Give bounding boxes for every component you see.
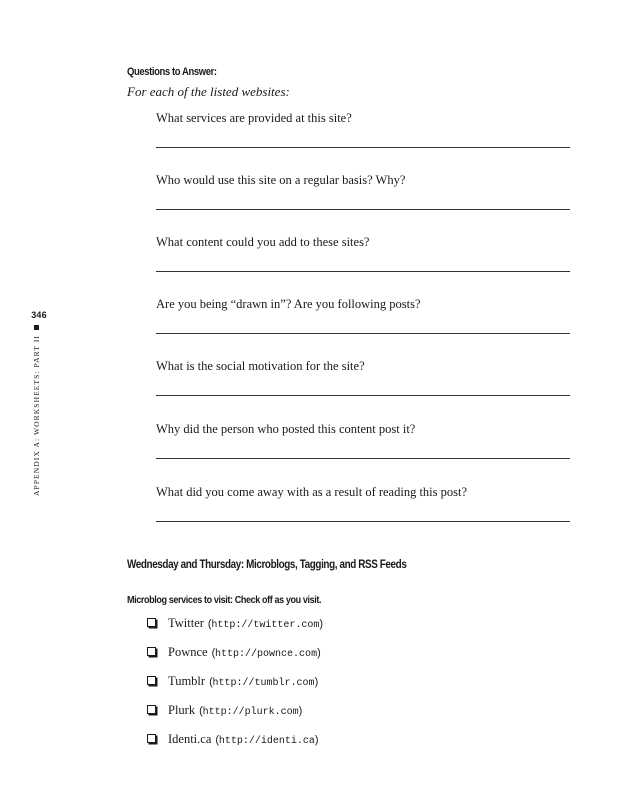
checklist-item-twitter[interactable] bbox=[147, 616, 323, 632]
question-text: What services are provided at this site? bbox=[156, 111, 352, 125]
answer-line[interactable] bbox=[156, 271, 570, 272]
site-name: Tumblr bbox=[168, 674, 206, 688]
checkbox[interactable] bbox=[147, 705, 156, 714]
site-url[interactable]: (http://tumblr.com) bbox=[209, 676, 319, 689]
checklist-item-tumblr[interactable] bbox=[147, 674, 318, 690]
checklist-item-pownce[interactable] bbox=[147, 645, 321, 661]
questions-subheading: For each of the listed websites: bbox=[127, 84, 290, 99]
site-url-text[interactable]: http://twitter.com bbox=[211, 620, 320, 631]
checklist-item-identica[interactable] bbox=[147, 732, 318, 748]
site-url-text[interactable]: http://pownce.com bbox=[215, 649, 318, 660]
checklist-item-plurk[interactable] bbox=[147, 703, 302, 719]
question-item bbox=[156, 297, 570, 312]
site-url[interactable]: (http://pownce.com) bbox=[211, 647, 321, 660]
site-name: Pownce bbox=[168, 645, 208, 659]
page-number: 346 bbox=[31, 310, 47, 320]
answer-line[interactable] bbox=[156, 458, 570, 459]
answer-line[interactable] bbox=[156, 147, 570, 148]
question-text: Why did the person who posted this content post it? bbox=[156, 422, 416, 436]
site-url-text[interactable]: http://plurk.com bbox=[202, 707, 299, 718]
question-item bbox=[156, 485, 570, 500]
running-head bbox=[32, 325, 41, 496]
site-name: Identi.ca bbox=[168, 732, 212, 746]
microblog-section-heading: Wednesday and Thursday: Microblogs, Tagging, and RSS Feeds bbox=[127, 559, 407, 571]
answer-line[interactable] bbox=[156, 209, 570, 210]
checkbox[interactable] bbox=[147, 676, 156, 685]
site-name: Plurk bbox=[168, 703, 196, 717]
question-item bbox=[156, 111, 570, 126]
answer-line[interactable] bbox=[156, 395, 570, 396]
side-tab bbox=[29, 310, 49, 500]
checkbox[interactable] bbox=[147, 734, 156, 743]
site-url[interactable]: (http://plurk.com) bbox=[199, 705, 303, 718]
question-item bbox=[156, 359, 570, 374]
question-text: What content could you add to these sites? bbox=[156, 235, 370, 249]
question-text: What is the social motivation for the site? bbox=[156, 359, 365, 373]
question-text: Who would use this site on a regular basis? Why? bbox=[156, 173, 406, 187]
answer-line[interactable] bbox=[156, 333, 570, 334]
question-item bbox=[156, 235, 570, 250]
running-head-text: APPENDIX A: WORKSHEETS: PART II bbox=[32, 334, 41, 496]
site-name: Twitter bbox=[168, 616, 204, 630]
question-text: Are you being “drawn in”? Are you following posts? bbox=[156, 297, 421, 311]
question-text: What did you come away with as a result of reading this post? bbox=[156, 485, 468, 499]
answer-line[interactable] bbox=[156, 521, 570, 522]
site-url-text[interactable]: http://identi.ca bbox=[218, 736, 315, 747]
question-item bbox=[156, 422, 570, 437]
questions-heading: Questions to Answer: bbox=[127, 66, 217, 78]
checkbox[interactable] bbox=[147, 647, 156, 656]
checklist-heading: Microblog services to visit: Check off as you visit. bbox=[127, 594, 322, 606]
question-item bbox=[156, 173, 570, 188]
square-bullet-icon bbox=[34, 325, 39, 330]
site-url[interactable]: (http://twitter.com) bbox=[207, 618, 323, 631]
site-url-text[interactable]: http://tumblr.com bbox=[212, 678, 315, 689]
site-url[interactable]: (http://identi.ca) bbox=[215, 734, 319, 747]
checkbox[interactable] bbox=[147, 618, 156, 627]
